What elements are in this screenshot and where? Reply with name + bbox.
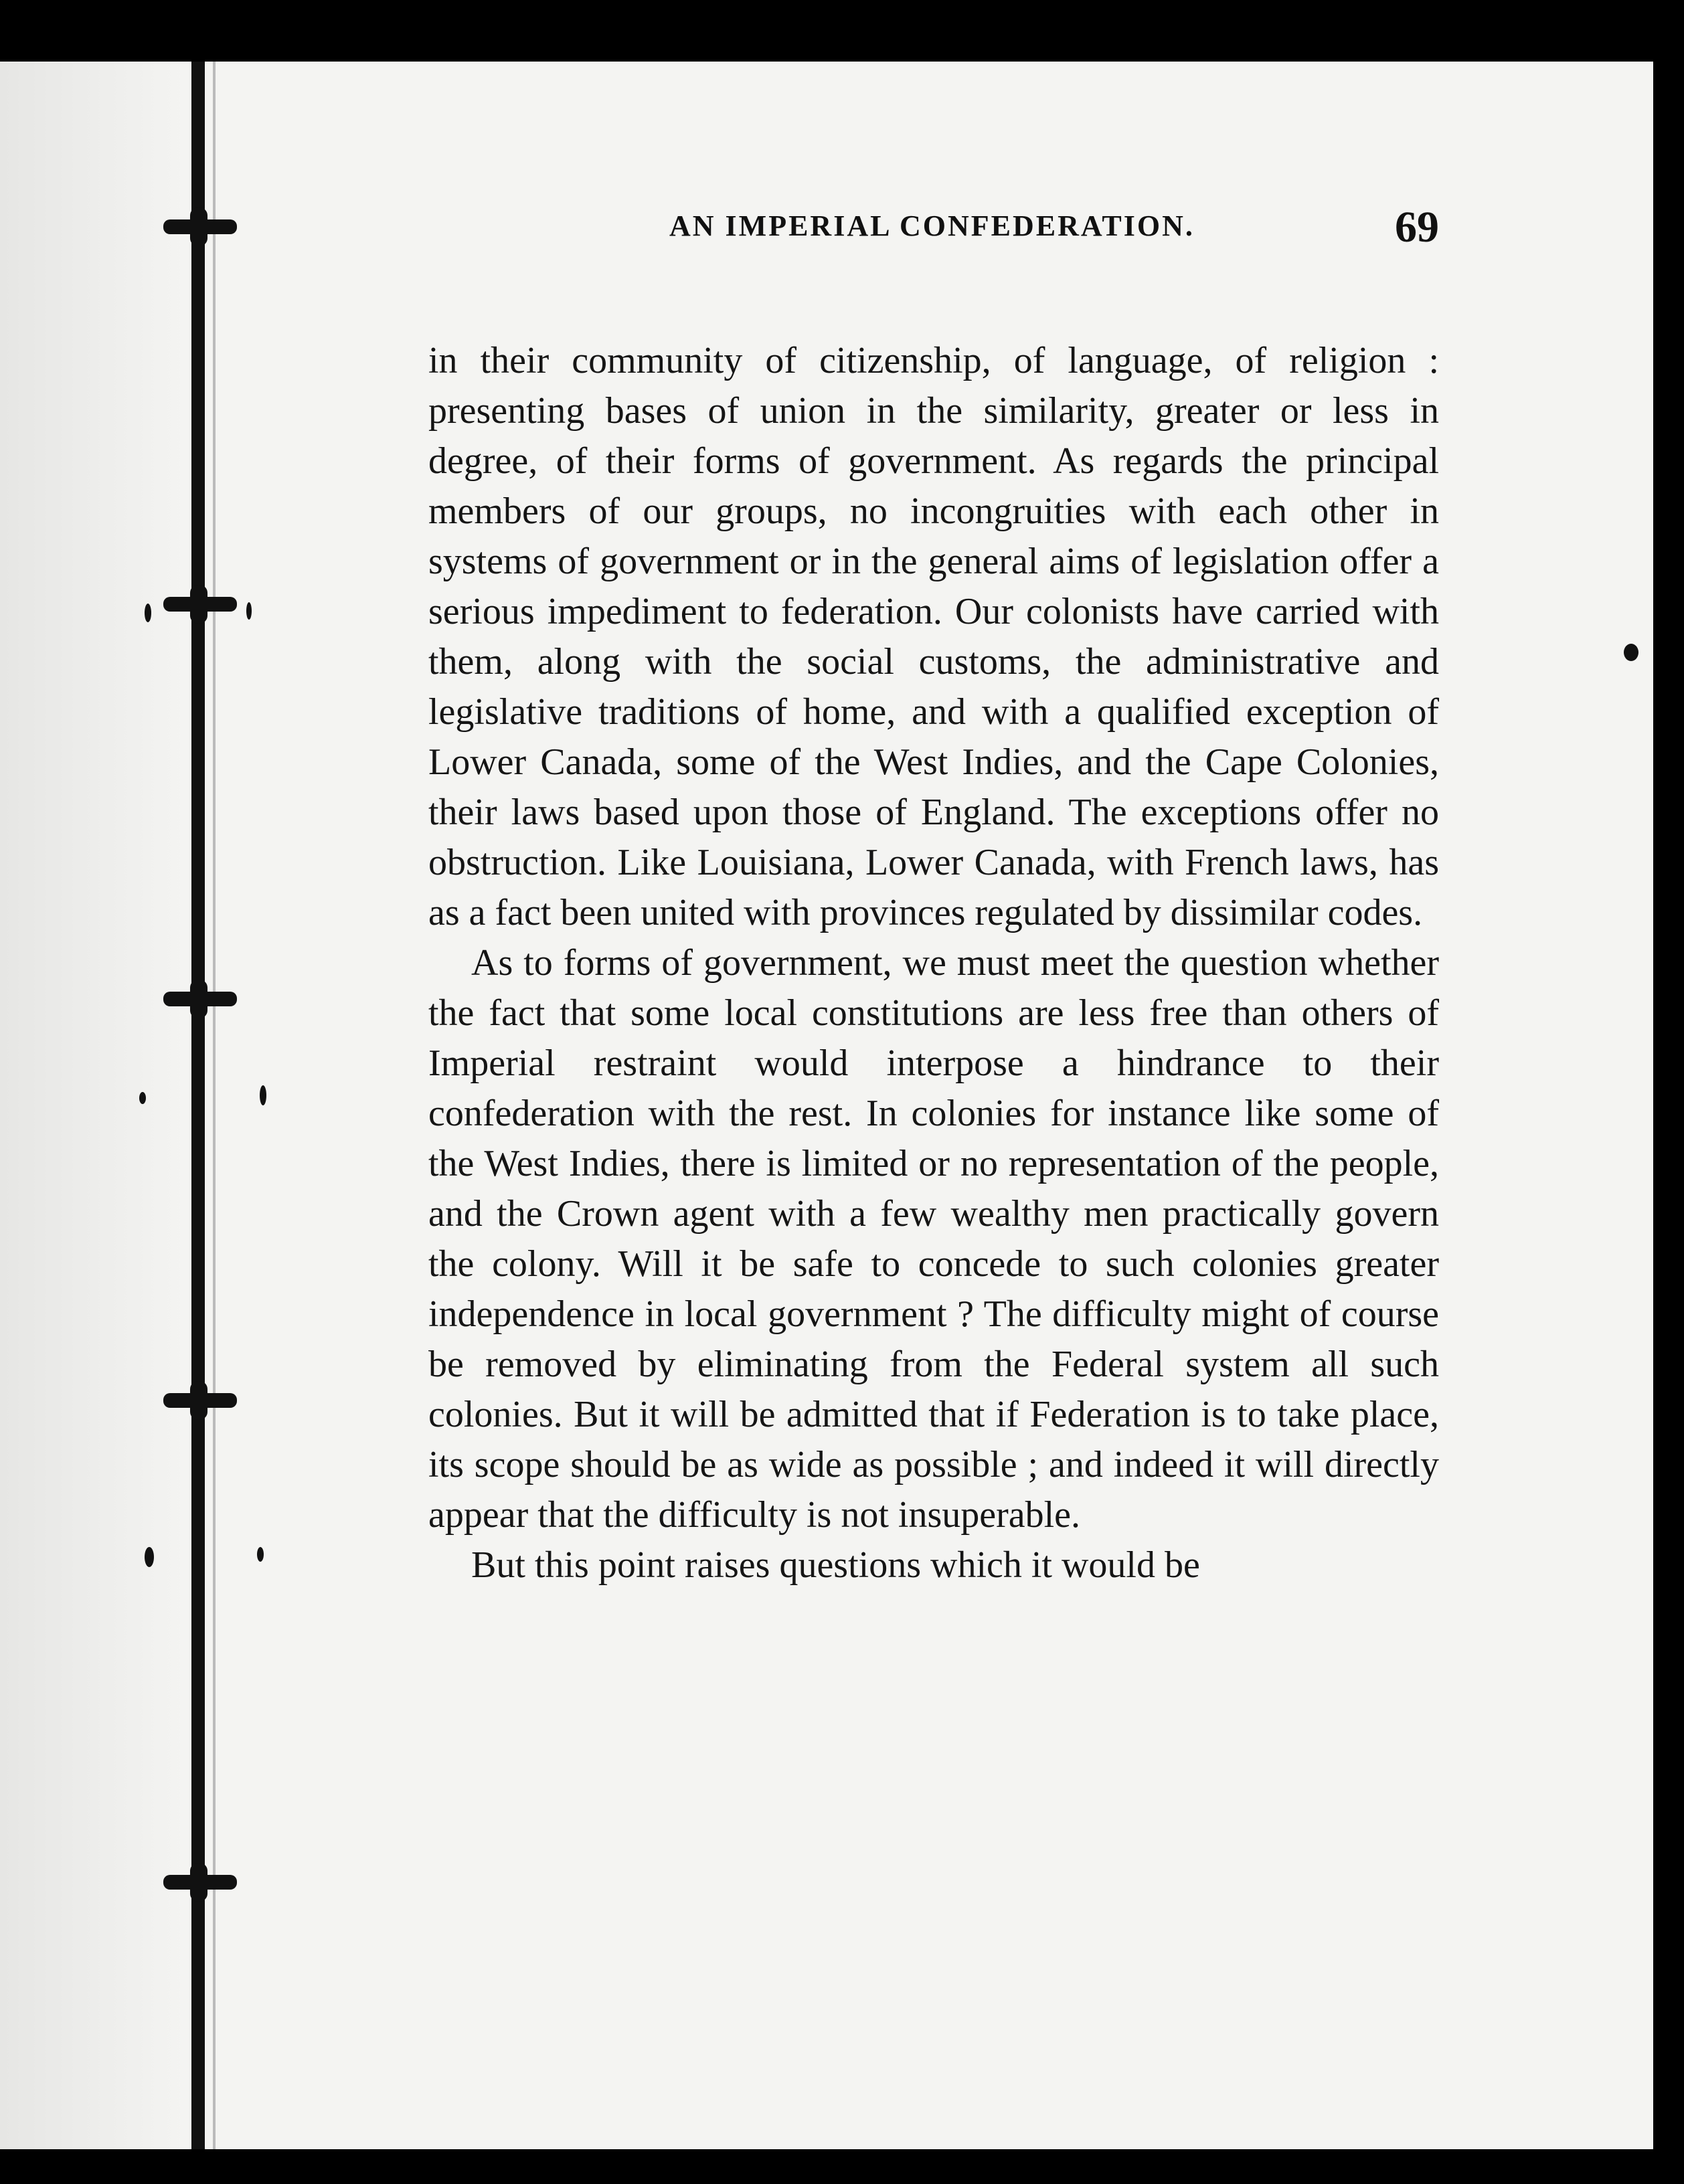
stitch-knot bbox=[190, 585, 207, 624]
binding-stitch bbox=[163, 219, 237, 234]
book-page bbox=[0, 62, 1653, 2149]
stitch-knot bbox=[190, 980, 207, 1018]
paragraph: As to forms of government, we must meet the question whether the fact that some local constitutions are less free than others of Imperial restraint would interpose a hindrance to their confederation with the rest. In colonies for instance like some of the West Indies, there is limited or no representation of the people, and the Crown agent with a few wealthy men practically govern the colony. Will it be safe to concede to such colonies greater independence in local government ? The difficulty might of course be removed by eliminating from the Federal system all such colonies. But it will be admitted that if Federation is to take place, its scope should be as wide as possible ; and indeed it will directly appear that the difficulty is not insuperable. bbox=[428, 942, 1439, 1536]
running-title: AN IMPERIAL CONFEDERATION. bbox=[669, 209, 1195, 242]
binding-stitch bbox=[163, 1875, 237, 1890]
stitch-knot bbox=[190, 1381, 207, 1420]
binding-stitch bbox=[163, 1393, 237, 1408]
paragraph: But this point raises questions which it would be bbox=[471, 1544, 1200, 1586]
binding-thread bbox=[191, 62, 205, 2149]
binding-stitch bbox=[163, 992, 237, 1006]
running-head bbox=[428, 202, 1439, 266]
page-number: 69 bbox=[1395, 203, 1439, 252]
scan-speck bbox=[139, 1092, 146, 1104]
page-gutter-shade bbox=[0, 62, 187, 2149]
binding-edge bbox=[213, 62, 216, 2149]
scan-speck bbox=[246, 602, 252, 620]
scan-speck bbox=[260, 1085, 266, 1105]
scan-speck bbox=[1624, 644, 1638, 661]
scan-right-edge bbox=[1653, 62, 1684, 2149]
body-text bbox=[428, 336, 1439, 1590]
paragraph: in their community of citizenship, of language, of religion : presenting bases of union in the similarity, greater or less in degree, of their forms of government. As regards the principal members of our groups, no incongruities with each other in systems of government or in the general aims of legislation offer a serious impediment to federation. Our colonists have carried with them, along with the social customs, the administrative and legislative traditions of home, and with a qualified exception of Lower Canada, some of the West Indies, and the Cape Colonies, their laws based upon those of England. The exceptions offer no obstruction. Like Louisiana, Lower Canada, with French laws, has as a fact been united with provinces regulated by dissimilar codes. bbox=[428, 340, 1439, 933]
binding-stitch bbox=[163, 597, 237, 612]
scan-speck bbox=[145, 604, 151, 622]
stitch-knot bbox=[190, 1863, 207, 1902]
stitch-knot bbox=[190, 207, 207, 246]
scan-speck bbox=[257, 1547, 264, 1562]
scan-speck bbox=[145, 1547, 154, 1567]
